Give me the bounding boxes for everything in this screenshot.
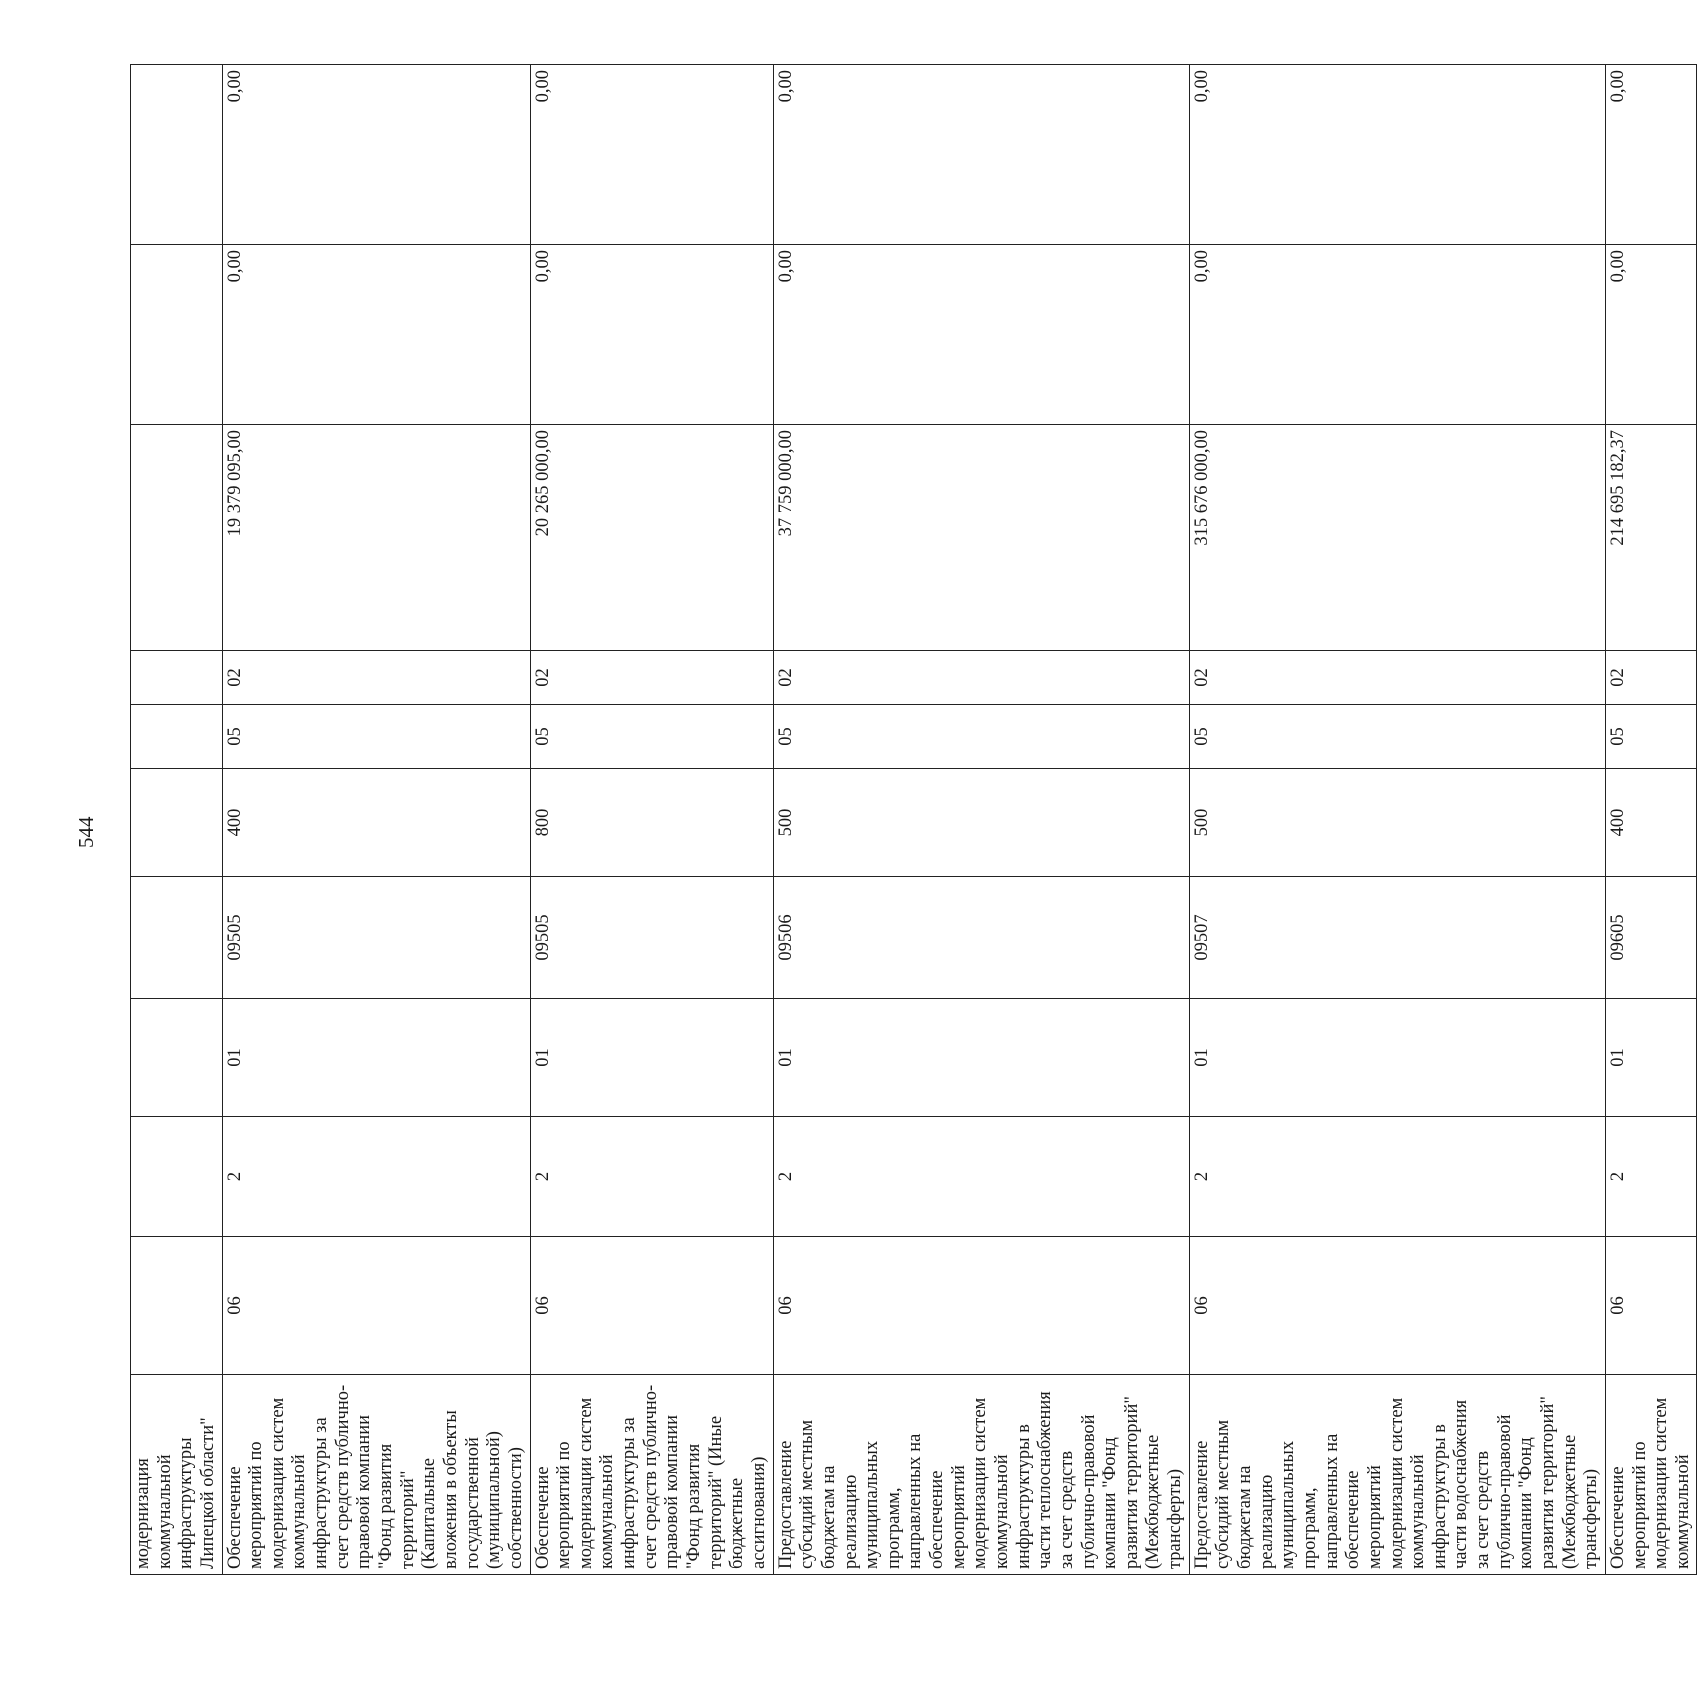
amount-cell: 315 676 000,00	[1189, 425, 1605, 651]
code-cell: 2	[1605, 1117, 1697, 1237]
code-cell	[131, 877, 223, 999]
rotated-table-container	[130, 65, 1693, 1575]
amount-cell: 0,00	[1189, 245, 1605, 425]
amount-cell	[131, 245, 223, 425]
code-cell: 01	[1605, 999, 1697, 1117]
code-cell: 09505	[530, 877, 773, 999]
code-cell: 500	[773, 769, 1189, 877]
row-name-cell: Обеспечение мероприятий по модернизации систем коммунальной инфраструктуры за счет средств публично-правовой компании "Фонд развития территорий" (Иные бюджетные ассигнования)	[530, 1375, 773, 1575]
amount-cell: 0,00	[222, 65, 530, 245]
code-cell	[131, 705, 223, 769]
code-cell: 01	[1189, 999, 1605, 1117]
code-cell: 05	[773, 705, 1189, 769]
amount-cell	[131, 65, 223, 245]
code-cell: 02	[530, 651, 773, 705]
code-cell: 09507	[1189, 877, 1605, 999]
row-name-cell: Предоставление субсидий местным бюджетам на реализацию муниципальных программ, направленных на обеспечение мероприятий модернизации систем коммунальной инфраструктуры в части теплоснабжения за счет средств публично-правовой компании "Фонд развития территорий" (Межбюджетные трансферты)	[773, 1375, 1189, 1575]
amount-cell: 0,00	[1605, 245, 1697, 425]
code-cell: 09506	[773, 877, 1189, 999]
code-cell: 05	[1189, 705, 1605, 769]
code-cell: 06	[773, 1237, 1189, 1375]
code-cell: 06	[530, 1237, 773, 1375]
code-cell: 2	[773, 1117, 1189, 1237]
code-cell: 06	[1189, 1237, 1605, 1375]
row-name-cell: Предоставление субсидий местным бюджетам на реализацию муниципальных программ, направленных на обеспечение мероприятий модернизации систем коммунальной инфраструктуры в части водоснабжения за счет средств публично-правовой компании "Фонд развития территорий" (Межбюджетные трансферты)	[1189, 1375, 1605, 1575]
code-cell: 05	[530, 705, 773, 769]
code-cell: 400	[222, 769, 530, 877]
row-name-cell: модернизация коммунальной инфраструктуры Липецкой области"	[131, 1375, 223, 1575]
table-row	[131, 65, 223, 1575]
code-cell: 01	[222, 999, 530, 1117]
code-cell: 800	[530, 769, 773, 877]
amount-cell: 0,00	[222, 245, 530, 425]
table-row	[1189, 65, 1605, 1575]
code-cell: 05	[222, 705, 530, 769]
code-cell: 01	[530, 999, 773, 1117]
code-cell: 2	[530, 1117, 773, 1237]
amount-cell: 0,00	[1605, 65, 1697, 245]
code-cell: 05	[1605, 705, 1697, 769]
page-number: 544	[74, 816, 98, 848]
code-cell: 06	[222, 1237, 530, 1375]
row-name-cell: Обеспечение мероприятий по модернизации систем коммунальной	[1605, 1375, 1697, 1575]
row-name-cell: Обеспечение мероприятий по модернизации систем коммунальной инфраструктуры за счет средств публично-правовой компании "Фонд развития территорий" (Капитальные вложения в объекты государственной (муниципальной) собственности)	[222, 1375, 530, 1575]
code-cell: 06	[1605, 1237, 1697, 1375]
code-cell	[131, 651, 223, 705]
code-cell: 02	[222, 651, 530, 705]
amount-cell: 20 265 000,00	[530, 425, 773, 651]
amount-cell: 19 379 095,00	[222, 425, 530, 651]
budget-table	[130, 64, 1697, 1575]
code-cell	[131, 1117, 223, 1237]
code-cell: 02	[1605, 651, 1697, 705]
amount-cell: 0,00	[530, 65, 773, 245]
code-cell: 2	[1189, 1117, 1605, 1237]
code-cell: 02	[1189, 651, 1605, 705]
code-cell: 500	[1189, 769, 1605, 877]
code-cell: 2	[222, 1117, 530, 1237]
amount-cell: 0,00	[1189, 65, 1605, 245]
code-cell	[131, 999, 223, 1117]
code-cell: 02	[773, 651, 1189, 705]
amount-cell: 0,00	[773, 65, 1189, 245]
table-row	[222, 65, 530, 1575]
amount-cell: 214 695 182,37	[1605, 425, 1697, 651]
code-cell: 400	[1605, 769, 1697, 877]
code-cell: 09505	[222, 877, 530, 999]
code-cell: 09605	[1605, 877, 1697, 999]
amount-cell: 0,00	[773, 245, 1189, 425]
code-cell	[131, 769, 223, 877]
code-cell: 01	[773, 999, 1189, 1117]
amount-cell: 0,00	[530, 245, 773, 425]
table-row	[530, 65, 773, 1575]
table-row	[773, 65, 1189, 1575]
amount-cell	[131, 425, 223, 651]
amount-cell: 37 759 000,00	[773, 425, 1189, 651]
code-cell	[131, 1237, 223, 1375]
table-row	[1605, 65, 1697, 1575]
